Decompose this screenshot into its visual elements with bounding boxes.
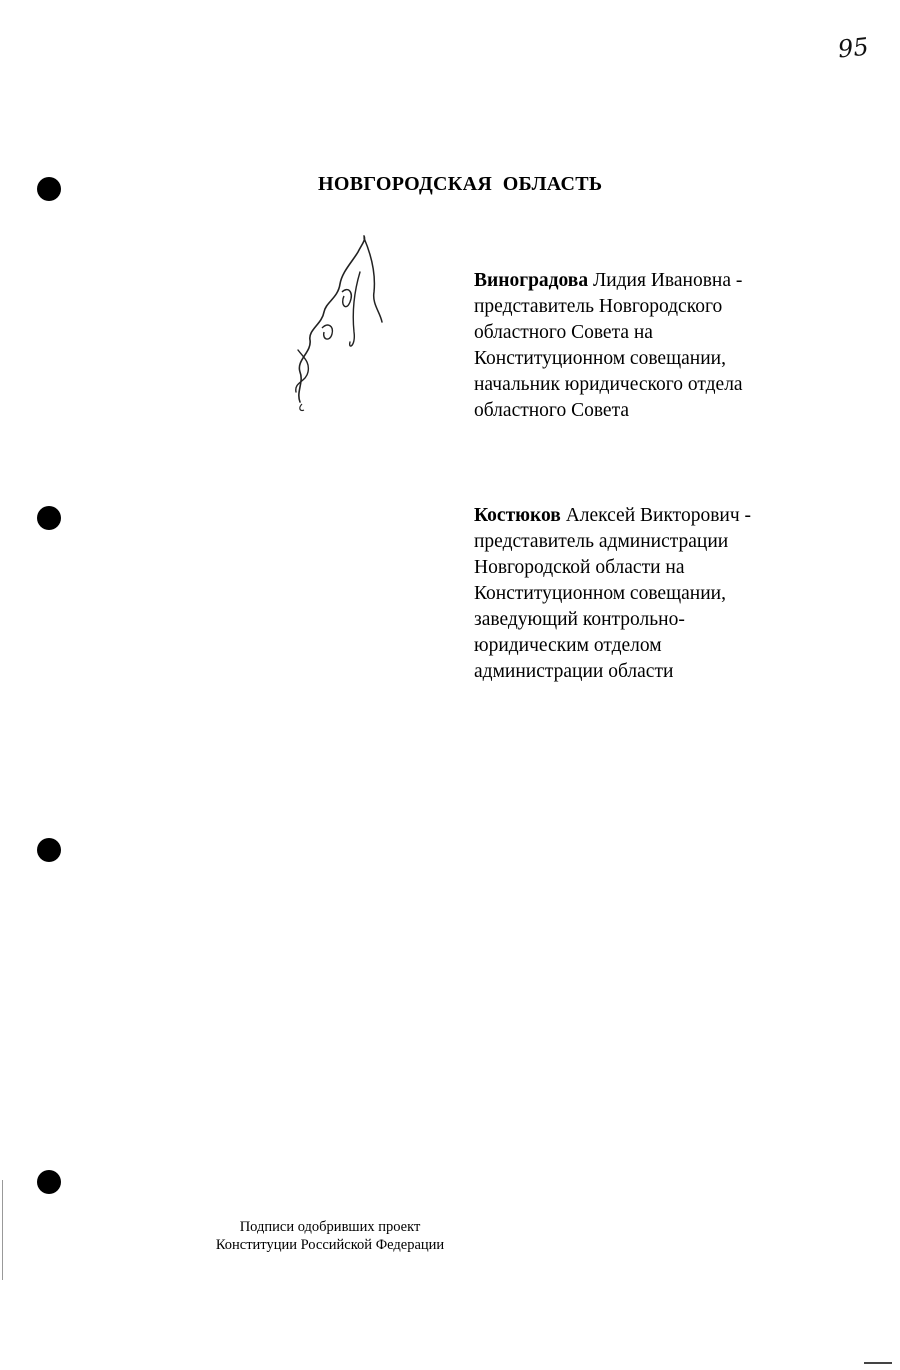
entry-given-names: Алексей Викторович - — [560, 505, 752, 526]
footer-line-2: Конституции Российской Федерации — [215, 1237, 445, 1253]
entry-line: заведующий контрольно- — [474, 609, 685, 630]
region-heading: НОВГОРОДСКАЯ ОБЛАСТЬ — [318, 173, 603, 195]
entry-name-line — [474, 268, 804, 294]
entry-line: Конституционном совещании, — [474, 583, 726, 604]
entry-line: областного Совета на — [474, 322, 653, 343]
representative-entry-1 — [474, 268, 804, 424]
representative-entry-2 — [474, 503, 804, 685]
punch-hole — [37, 1170, 61, 1194]
entry-line: начальник юридического отдела — [474, 374, 743, 395]
entry-line: Конституционном совещании, — [474, 348, 726, 369]
entry-surname: Виноградова — [474, 270, 589, 291]
footer-caption — [180, 1218, 480, 1254]
punch-hole — [37, 177, 61, 201]
scan-corner-mark — [864, 1362, 892, 1364]
entry-line: областного Совета — [474, 400, 629, 421]
page-number: 95 — [836, 32, 870, 64]
punch-hole — [37, 506, 61, 530]
footer-line-1: Подписи одобривших проект — [239, 1219, 421, 1235]
punch-hole — [37, 838, 61, 862]
entry-name-line — [474, 503, 804, 529]
entry-line: представитель администрации — [474, 531, 729, 552]
entry-line: представитель Новгородского — [474, 296, 723, 317]
entry-surname: Костюков — [474, 505, 561, 526]
entry-line: Новгородской области на — [474, 557, 685, 578]
handwritten-signature — [282, 232, 392, 412]
entry-given-names: Лидия Ивановна - — [588, 270, 743, 291]
scan-edge-mark — [2, 1180, 3, 1280]
entry-line: администрации области — [474, 661, 674, 682]
entry-line: юридическим отделом — [474, 635, 662, 656]
